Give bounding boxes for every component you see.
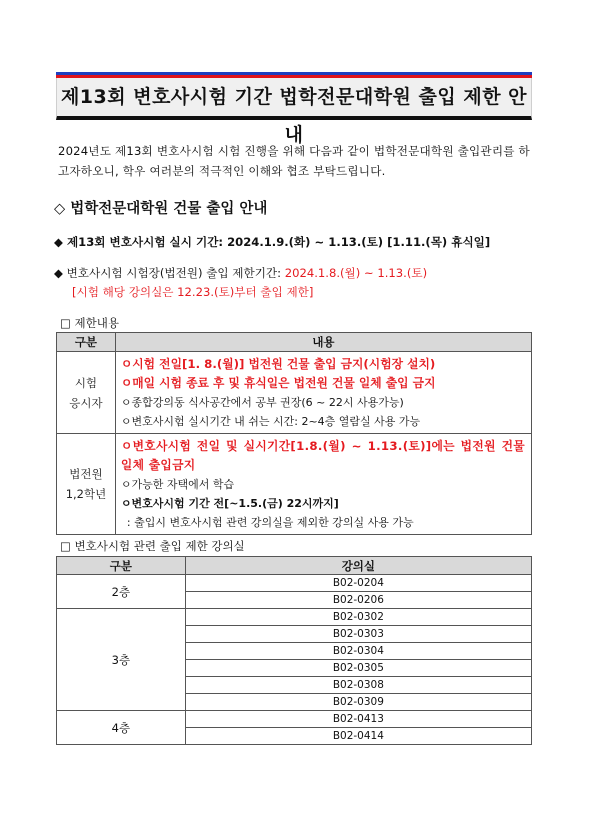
rule-item: ㅇ변호사시험 실시기간 내 쉬는 시간: 2~4층 열람실 사용 가능 — [120, 415, 421, 428]
student-rules — [115, 434, 531, 535]
room-cell: B02-0414 — [185, 728, 531, 745]
rule-item: ㅇ종합강의동 식사공간에서 공부 권장(6 ~ 22시 사용가능) — [120, 396, 404, 409]
rule-item: ㅇ변호사시험 기간 전[~1.5.(금) 22시까지] — [120, 497, 339, 510]
examinee-rules — [115, 352, 531, 434]
classroom-table — [56, 556, 532, 745]
table1-header-category: 구분 — [57, 333, 116, 352]
rule-item: : 출입시 변호사시험 관련 강의실을 제외한 강의실 사용 가능 — [126, 516, 414, 529]
table1-header-row — [57, 333, 532, 352]
table1-label: □ 제한내용 — [60, 316, 119, 330]
room-cell: B02-0309 — [185, 694, 531, 711]
room-cell: B02-0206 — [185, 592, 531, 609]
table2-label: □ 변호사시험 관련 출입 제한 강의실 — [60, 539, 245, 553]
intro-paragraph: 2024년도 제13회 변호사시험 시험 진행을 위해 다음과 같이 법학전문대학원 출입관리를 하고자하오니, 학우 여러분의 적극적인 이해와 협조 부탁드립니다. — [58, 144, 530, 178]
room-cell: B02-0304 — [185, 643, 531, 660]
restriction-note: [시험 해당 강의실은 12.23.(토)부터 출입 제한] — [72, 285, 314, 299]
room-cell: B02-0305 — [185, 660, 531, 677]
room-cell: B02-0308 — [185, 677, 531, 694]
floor-3: 3층 — [57, 609, 186, 711]
restriction-dates: 2024.1.8.(월) ~ 1.13.(토) — [284, 266, 428, 280]
section-heading: ◇ 법학전문대학원 건물 출입 안내 — [54, 201, 268, 217]
floor-4: 4층 — [57, 711, 186, 745]
restriction-period — [54, 265, 427, 281]
restriction-table — [56, 332, 532, 535]
rule-item: ㅇ시험 전일[1. 8.(월)] 법전원 건물 출입 금지(시험장 설치) — [120, 357, 436, 371]
group-students: 법전원 1,2학년 — [57, 434, 116, 535]
rule-item: ㅇ변호사시험 전일 및 실시기간[1.8.(월) ~ 1.13.(토)]에는 법전원 건물 일체 출입금지 — [120, 439, 525, 472]
restriction-label: ◆ 변호사시험 시험장(법전원) 출입 제한기간: — [54, 266, 285, 280]
table-row — [57, 434, 532, 535]
floor-2: 2층 — [57, 575, 186, 609]
table2-header-room: 강의실 — [185, 557, 531, 575]
room-cell: B02-0303 — [185, 626, 531, 643]
room-cell: B02-0302 — [185, 609, 531, 626]
table2-header-row — [57, 557, 532, 575]
exam-period: ◆ 제13회 변호사시험 실시 기간: 2024.1.9.(화) ~ 1.13.(토) [1.11.(목) 휴식일] — [54, 235, 491, 249]
table-row — [57, 711, 532, 728]
table1-header-content: 내용 — [115, 333, 531, 352]
rule-item: ㅇ가능한 자택에서 학습 — [120, 478, 235, 491]
table-row — [57, 575, 532, 592]
table-row — [57, 609, 532, 626]
table-row — [57, 352, 532, 434]
group-examinees: 시험 응시자 — [57, 352, 116, 434]
rule-item: ㅇ매일 시험 종료 후 및 휴식일은 법전원 건물 일체 출입 금지 — [120, 376, 436, 390]
room-cell: B02-0204 — [185, 575, 531, 592]
table2-header-floor: 구분 — [57, 557, 186, 575]
page-title: 제13회 변호사시험 기간 법학전문대학원 출입 제한 안내 — [60, 86, 528, 146]
room-cell: B02-0413 — [185, 711, 531, 728]
